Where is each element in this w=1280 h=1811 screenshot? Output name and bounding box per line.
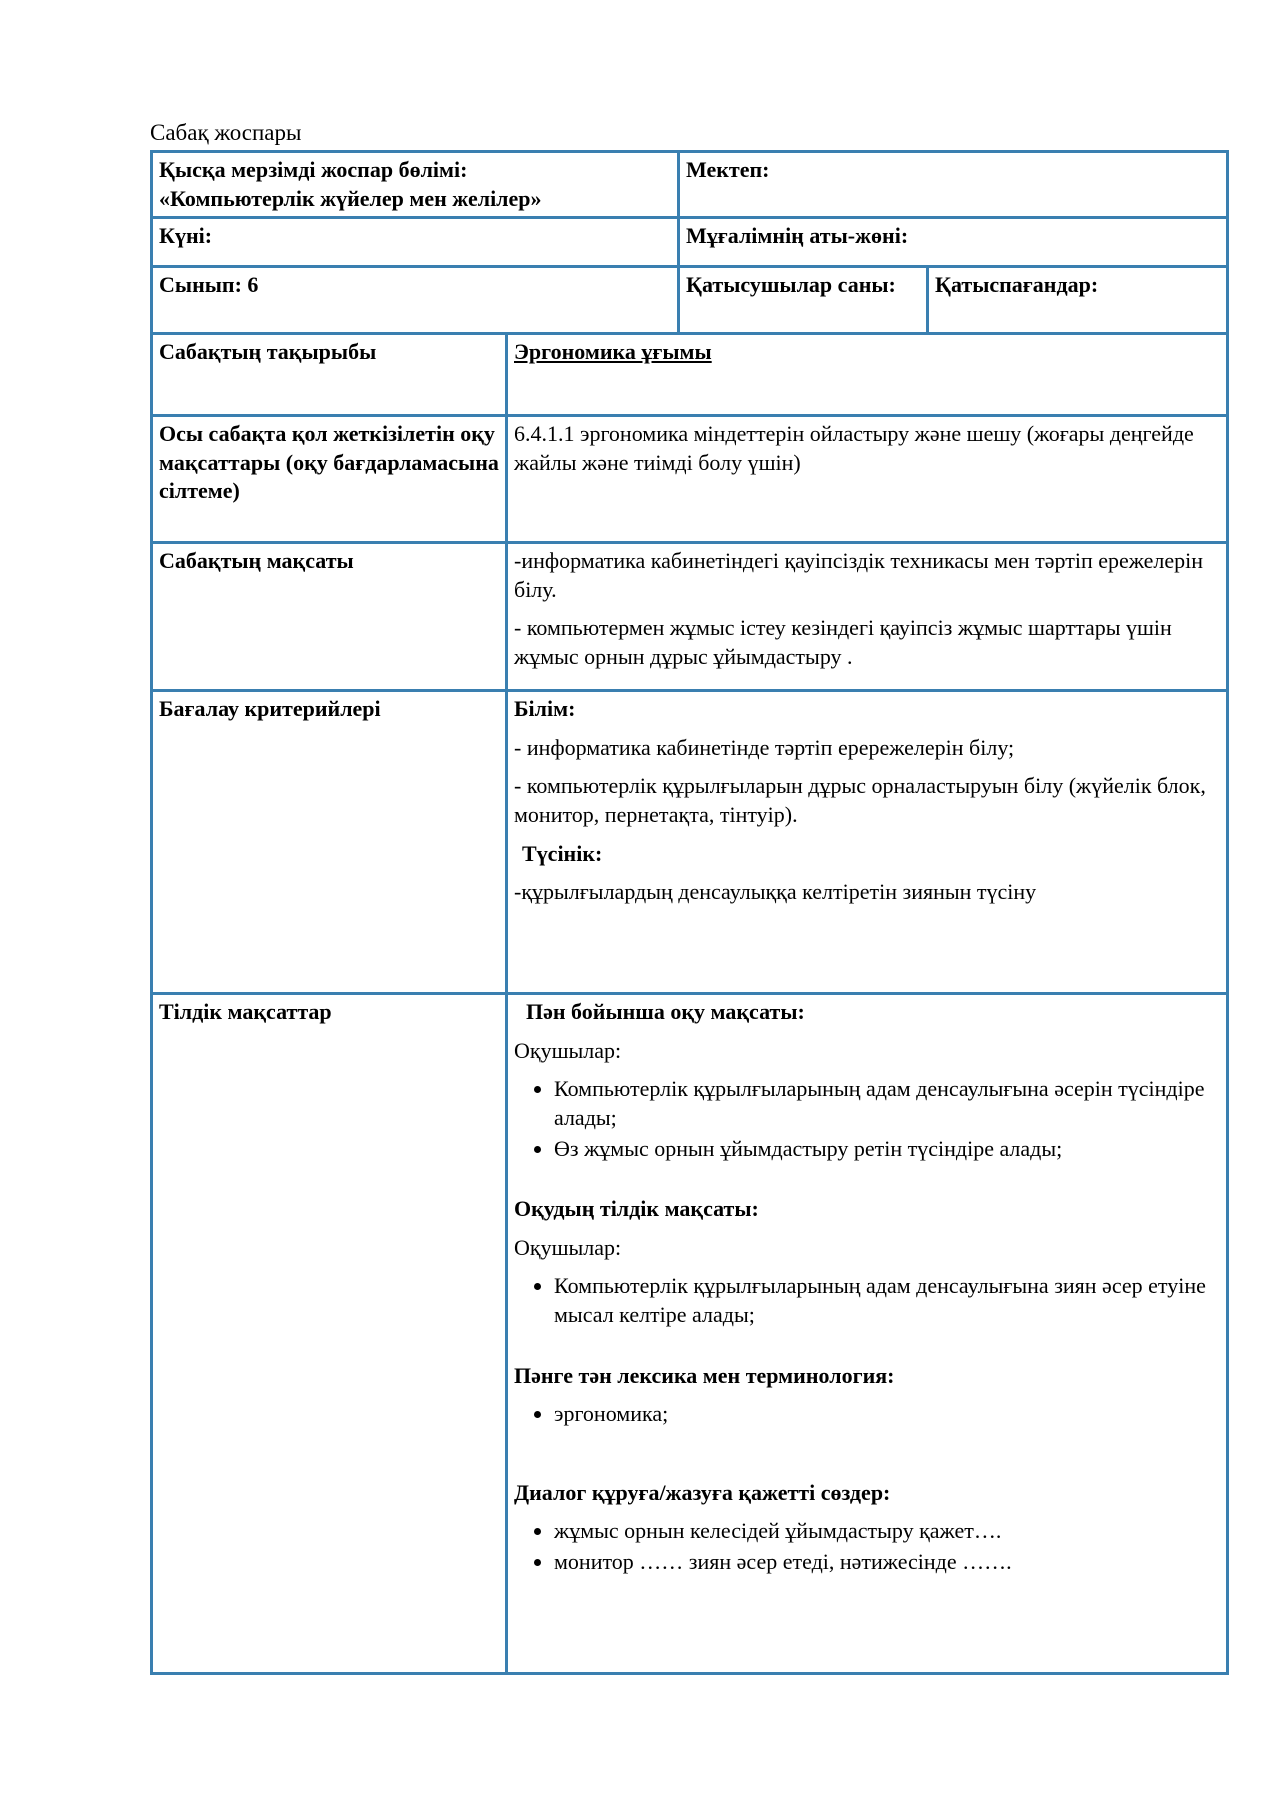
topic-label: Сабақтың тақырыбы [152, 334, 507, 416]
absent-cell: Қатыспағандар: [928, 267, 1228, 334]
lexicon-list [514, 1400, 1220, 1429]
grade-cell: Сынып: 6 [152, 267, 679, 334]
lang-goal-list [514, 1272, 1220, 1329]
lang-goal-title: Оқудың тілдік мақсаты: [514, 1196, 759, 1222]
header-row-section [152, 152, 1228, 218]
dialogue-item: • жұмыс орнын келесідей ұйымдастыру қажет…. [554, 1517, 1220, 1546]
lexicon-title: Пәнге тән лексика мен терминология: [514, 1362, 895, 1388]
knowledge-label: Білім: [514, 696, 576, 722]
header-row-grade [152, 267, 1228, 334]
section-cell [152, 152, 679, 218]
understanding-item: -құрылғылардың денсаулыққа келтіретін зиянын түсіну [514, 879, 1037, 905]
section-label: Қысқа мерзімді жоспар бөлімі: [159, 157, 468, 182]
subject-goal-item: • Компьютерлік құрылғыларының адам денсаулығына әсерін түсіндіре алады; [554, 1075, 1220, 1132]
objectives-label: Осы сабақта қол жеткізілетін оқу мақсаттары (оқу бағдарламасына сілтеме) [152, 416, 507, 543]
lang-goal-item: • Компьютерлік құрылғыларының адам денсаулығына зиян әсер етуіне мысал келтіре алады; [554, 1272, 1220, 1329]
topic-row [152, 334, 1228, 416]
document-title: Сабақ жоспары [150, 120, 302, 145]
goal-value [507, 543, 1228, 691]
lesson-plan-table [150, 150, 1229, 1675]
topic-value: Эргономика ұғымы [507, 334, 1228, 416]
teacher-cell: Мұғалімнің аты-жөні: [679, 218, 1228, 267]
goal-item: -информатика кабинетіндегі қауіпсіздік техникасы мен тәртіп ережелерін білу. [514, 548, 1204, 602]
criteria-value [507, 691, 1228, 994]
language-row [152, 994, 1228, 1674]
goal-item: - компьютермен жұмыс істеу кезіндегі қауіпсіз жұмыс шарттары үшін жұмыс орнын дұрыс ұйымдастыру . [514, 615, 1172, 669]
participants-cell: Қатысушылар саны: [679, 267, 928, 334]
subject-goal-item: • Өз жұмыс орнын ұйымдастыру ретін түсіндіре алады; [554, 1135, 1220, 1164]
language-value [507, 994, 1228, 1674]
understanding-label: Түсінік: [522, 840, 603, 866]
lexicon-item: • эргономика; [554, 1400, 1220, 1429]
date-cell: Күні: [152, 218, 679, 267]
subject-goal-title: Пән бойынша оқу мақсаты: [526, 999, 805, 1025]
goal-label: Сабақтың мақсаты [152, 543, 507, 691]
criteria-row [152, 691, 1228, 994]
header-row-date [152, 218, 1228, 267]
criteria-label: Бағалау критерийлері [152, 691, 507, 994]
students-label: Оқушылар: [514, 1234, 622, 1260]
section-name: «Компьютерлік жүйелер мен желілер» [159, 185, 542, 211]
language-label: Тілдік мақсаттар [152, 994, 507, 1674]
knowledge-item: - информатика кабинетінде тәртіп ерережелерін білу; [514, 734, 1015, 760]
dialogue-list [514, 1517, 1220, 1576]
dialogue-item: • монитор …… зиян әсер етеді, нәтижесінде ……. [554, 1548, 1220, 1577]
knowledge-item: - компьютерлік құрылғыларын дұрыс орналастыруын білу (жүйелік блок, монитор, пернетақта, тінтуір). [514, 773, 1206, 827]
objectives-value: 6.4.1.1 эргономика міндеттерін ойластыру және шешу (жоғары деңгейде жайлы және тиімді болу үшін) [507, 416, 1228, 543]
school-cell: Мектеп: [679, 152, 1228, 218]
dialogue-title: Диалог құруға/жазуға қажетті сөздер: [514, 1479, 891, 1505]
objectives-row [152, 416, 1228, 543]
subject-goal-list [514, 1075, 1220, 1163]
goal-row [152, 543, 1228, 691]
students-label: Оқушылар: [514, 1037, 622, 1063]
